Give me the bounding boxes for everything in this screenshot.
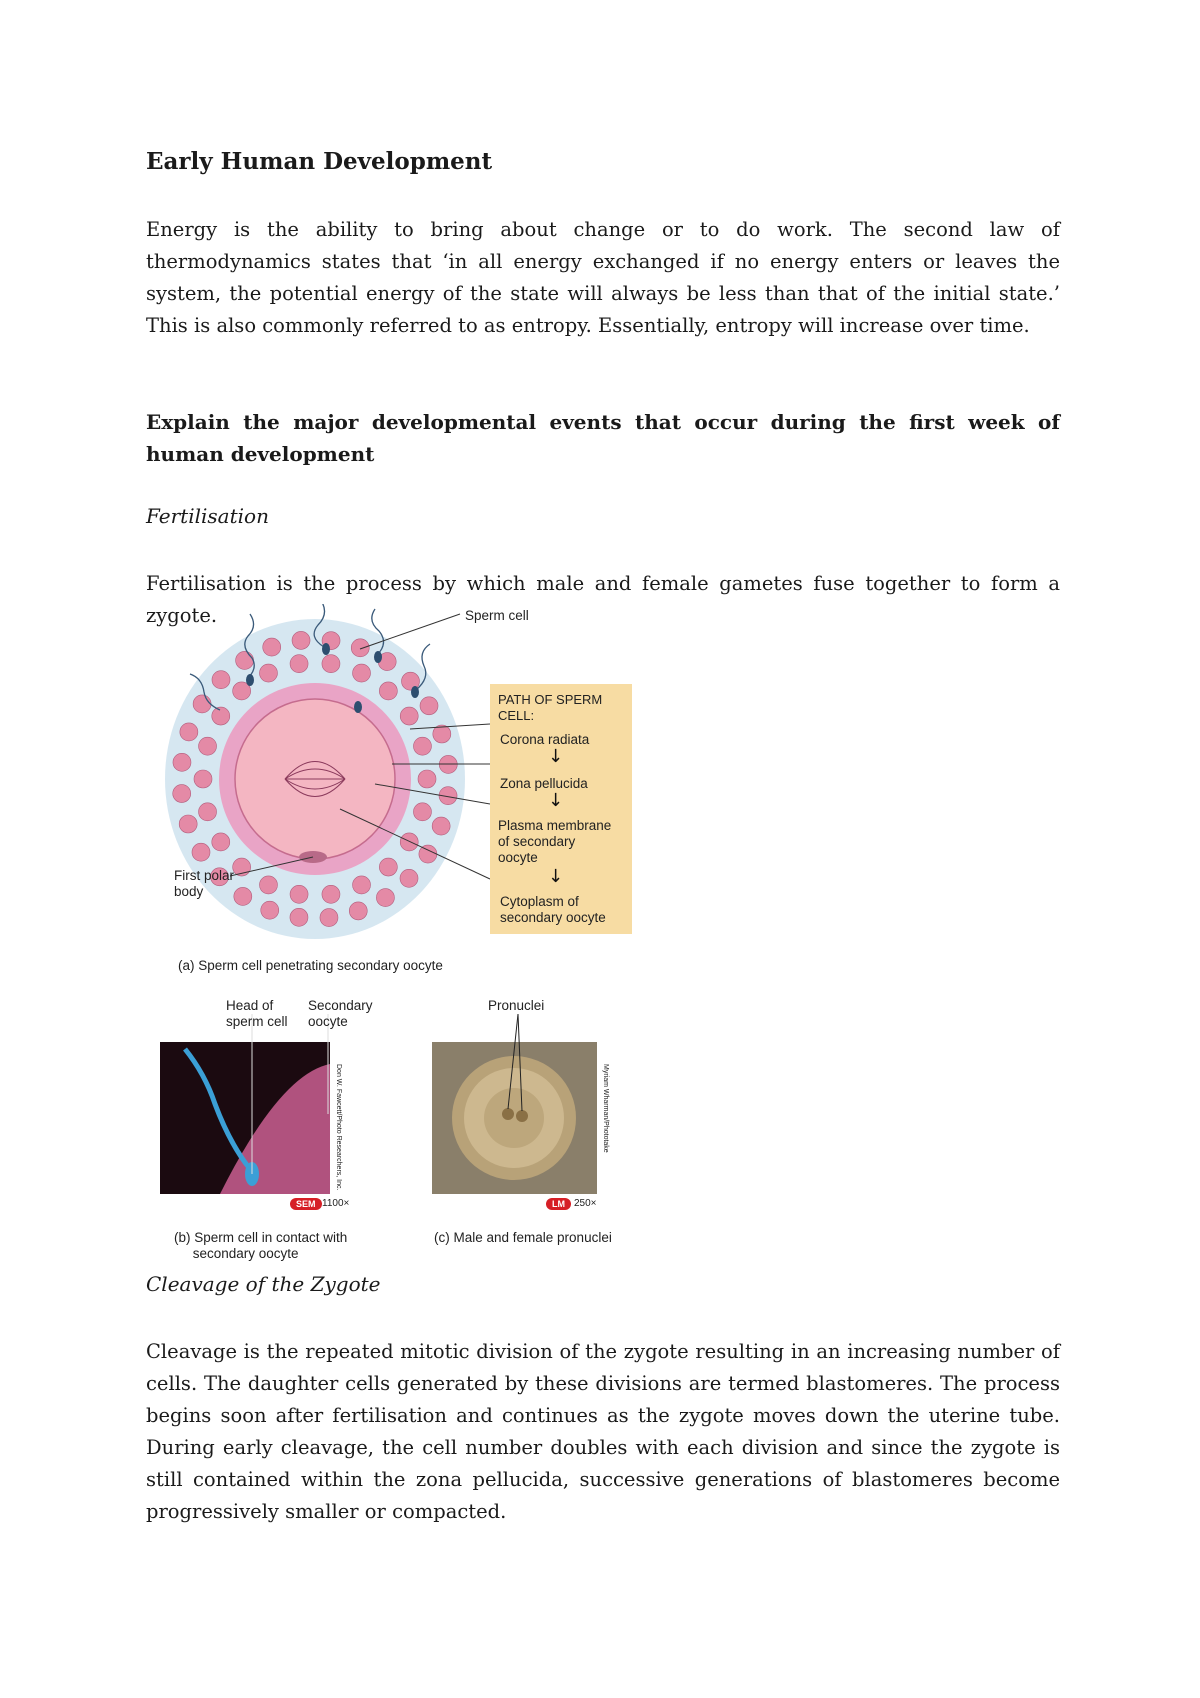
corona-cell [400, 869, 418, 887]
corona-cell [353, 664, 371, 682]
corona-cell [179, 815, 197, 833]
path-title: PATH OF SPERM CELL: [498, 692, 603, 723]
corona-cell [173, 785, 191, 803]
down-arrow-icon: ↓ [548, 790, 564, 811]
sem-magnification: 1100× [322, 1198, 350, 1209]
corona-cell [212, 833, 230, 851]
corona-cell [322, 655, 340, 673]
cleavage-paragraph: Cleavage is the repeated mitotic division of the zygote resulting in an increasing number of cells. The daughter cells generated by these divisions are termed blastomeres. The process begins soon after fertilisation and continues as the zygote moves down the uterine tube. During early cleavage, the cell number doubles with each division and since the zygote is still contained within the zona pellucida, successive generations of blastomeres become progressively smaller or compacted. [146, 1340, 1060, 1523]
lm-pronucleus-2 [516, 1110, 528, 1122]
corona-cell [413, 803, 431, 821]
corona-cell [290, 885, 308, 903]
page-title: Early Human Development [146, 148, 493, 175]
corona-cell [351, 639, 369, 657]
corona-cell [290, 655, 308, 673]
corona-cell [400, 833, 418, 851]
lm-badge: LM [546, 1198, 571, 1210]
credit-b: Don W. Fawcett/Photo Researchers, Inc. [335, 1064, 342, 1191]
corona-cell [234, 887, 252, 905]
corona-cell [400, 707, 418, 725]
corona-cell [194, 770, 212, 788]
corona-cell [419, 845, 437, 863]
corona-cell [420, 697, 438, 715]
credit-c: Myriam Wharman/Phototake [602, 1064, 609, 1153]
corona-cell [292, 631, 310, 649]
caption-b: (b) Sperm cell in contact with secondary oocyte [174, 1230, 348, 1261]
head-of-sperm-label: Head of sperm cell [226, 998, 288, 1029]
corona-cell [180, 723, 198, 741]
corona-cell [263, 638, 281, 656]
corona-cell [199, 803, 217, 821]
corona-cell [259, 876, 277, 894]
pronuclei-label: Pronuclei [488, 998, 545, 1013]
caption-a: (a) Sperm cell penetrating secondary oocyte [178, 958, 443, 973]
corona-cell [212, 707, 230, 725]
path-step-2: Zona pellucida [500, 776, 588, 791]
fertilisation-heading: Fertilisation [146, 504, 269, 528]
path-step-3: Plasma membrane of secondary oocyte [498, 818, 612, 865]
corona-cell [173, 753, 191, 771]
corona-cell [353, 876, 371, 894]
fertilisation-paragraph: Fertilisation is the process by which male and female gametes fuse together to form a zygote. [146, 572, 1060, 627]
corona-cell [236, 651, 254, 669]
path-step-4: Cytoplasm of secondary oocyte [500, 894, 606, 925]
corona-cell [212, 671, 230, 689]
lm-magnification: 250× [574, 1198, 597, 1209]
sperm-path-box [490, 684, 632, 934]
corona-cell [379, 682, 397, 700]
polar-body-label: First polar body [174, 868, 235, 899]
sperm-cell-label: Sperm cell [465, 608, 529, 623]
corona-cell [192, 843, 210, 861]
corona-cell [379, 858, 397, 876]
lm-pronucleus-1 [502, 1108, 514, 1120]
lm-cytoplasm [484, 1088, 544, 1148]
corona-cell [376, 889, 394, 907]
corona-cell [290, 908, 308, 926]
path-step-1: Corona radiata [500, 732, 590, 747]
corona-cell [432, 817, 450, 835]
corona-cell [259, 664, 277, 682]
corona-cell [349, 902, 367, 920]
secondary-oocyte-label: Secondary oocyte [308, 998, 373, 1029]
corona-cell [322, 885, 340, 903]
cleavage-heading: Cleavage of the Zygote [146, 1272, 381, 1296]
corona-cell [320, 909, 338, 927]
intro-paragraph: Energy is the ability to bring about change or to do work. The second law of thermodynamics states that ‘in all energy exchanged if no energy enters or leaves the system, the potential energy of the state will always be less than that of the initial state.’ This is also commonly referred to as entropy. Essentially, entropy will increase over time. [146, 218, 1060, 337]
down-arrow-icon: ↓ [548, 746, 564, 767]
corona-cell [193, 695, 211, 713]
sem-badge: SEM [290, 1198, 322, 1210]
down-arrow-icon: ↓ [548, 866, 564, 887]
corona-cell [413, 737, 431, 755]
question-heading: Explain the major developmental events that occur during the first week of human development [146, 410, 1060, 466]
corona-cell [418, 770, 436, 788]
caption-c: (c) Male and female pronuclei [434, 1230, 612, 1245]
corona-cell [199, 737, 217, 755]
fertilisation-figure [160, 604, 650, 1264]
corona-cell [261, 901, 279, 919]
